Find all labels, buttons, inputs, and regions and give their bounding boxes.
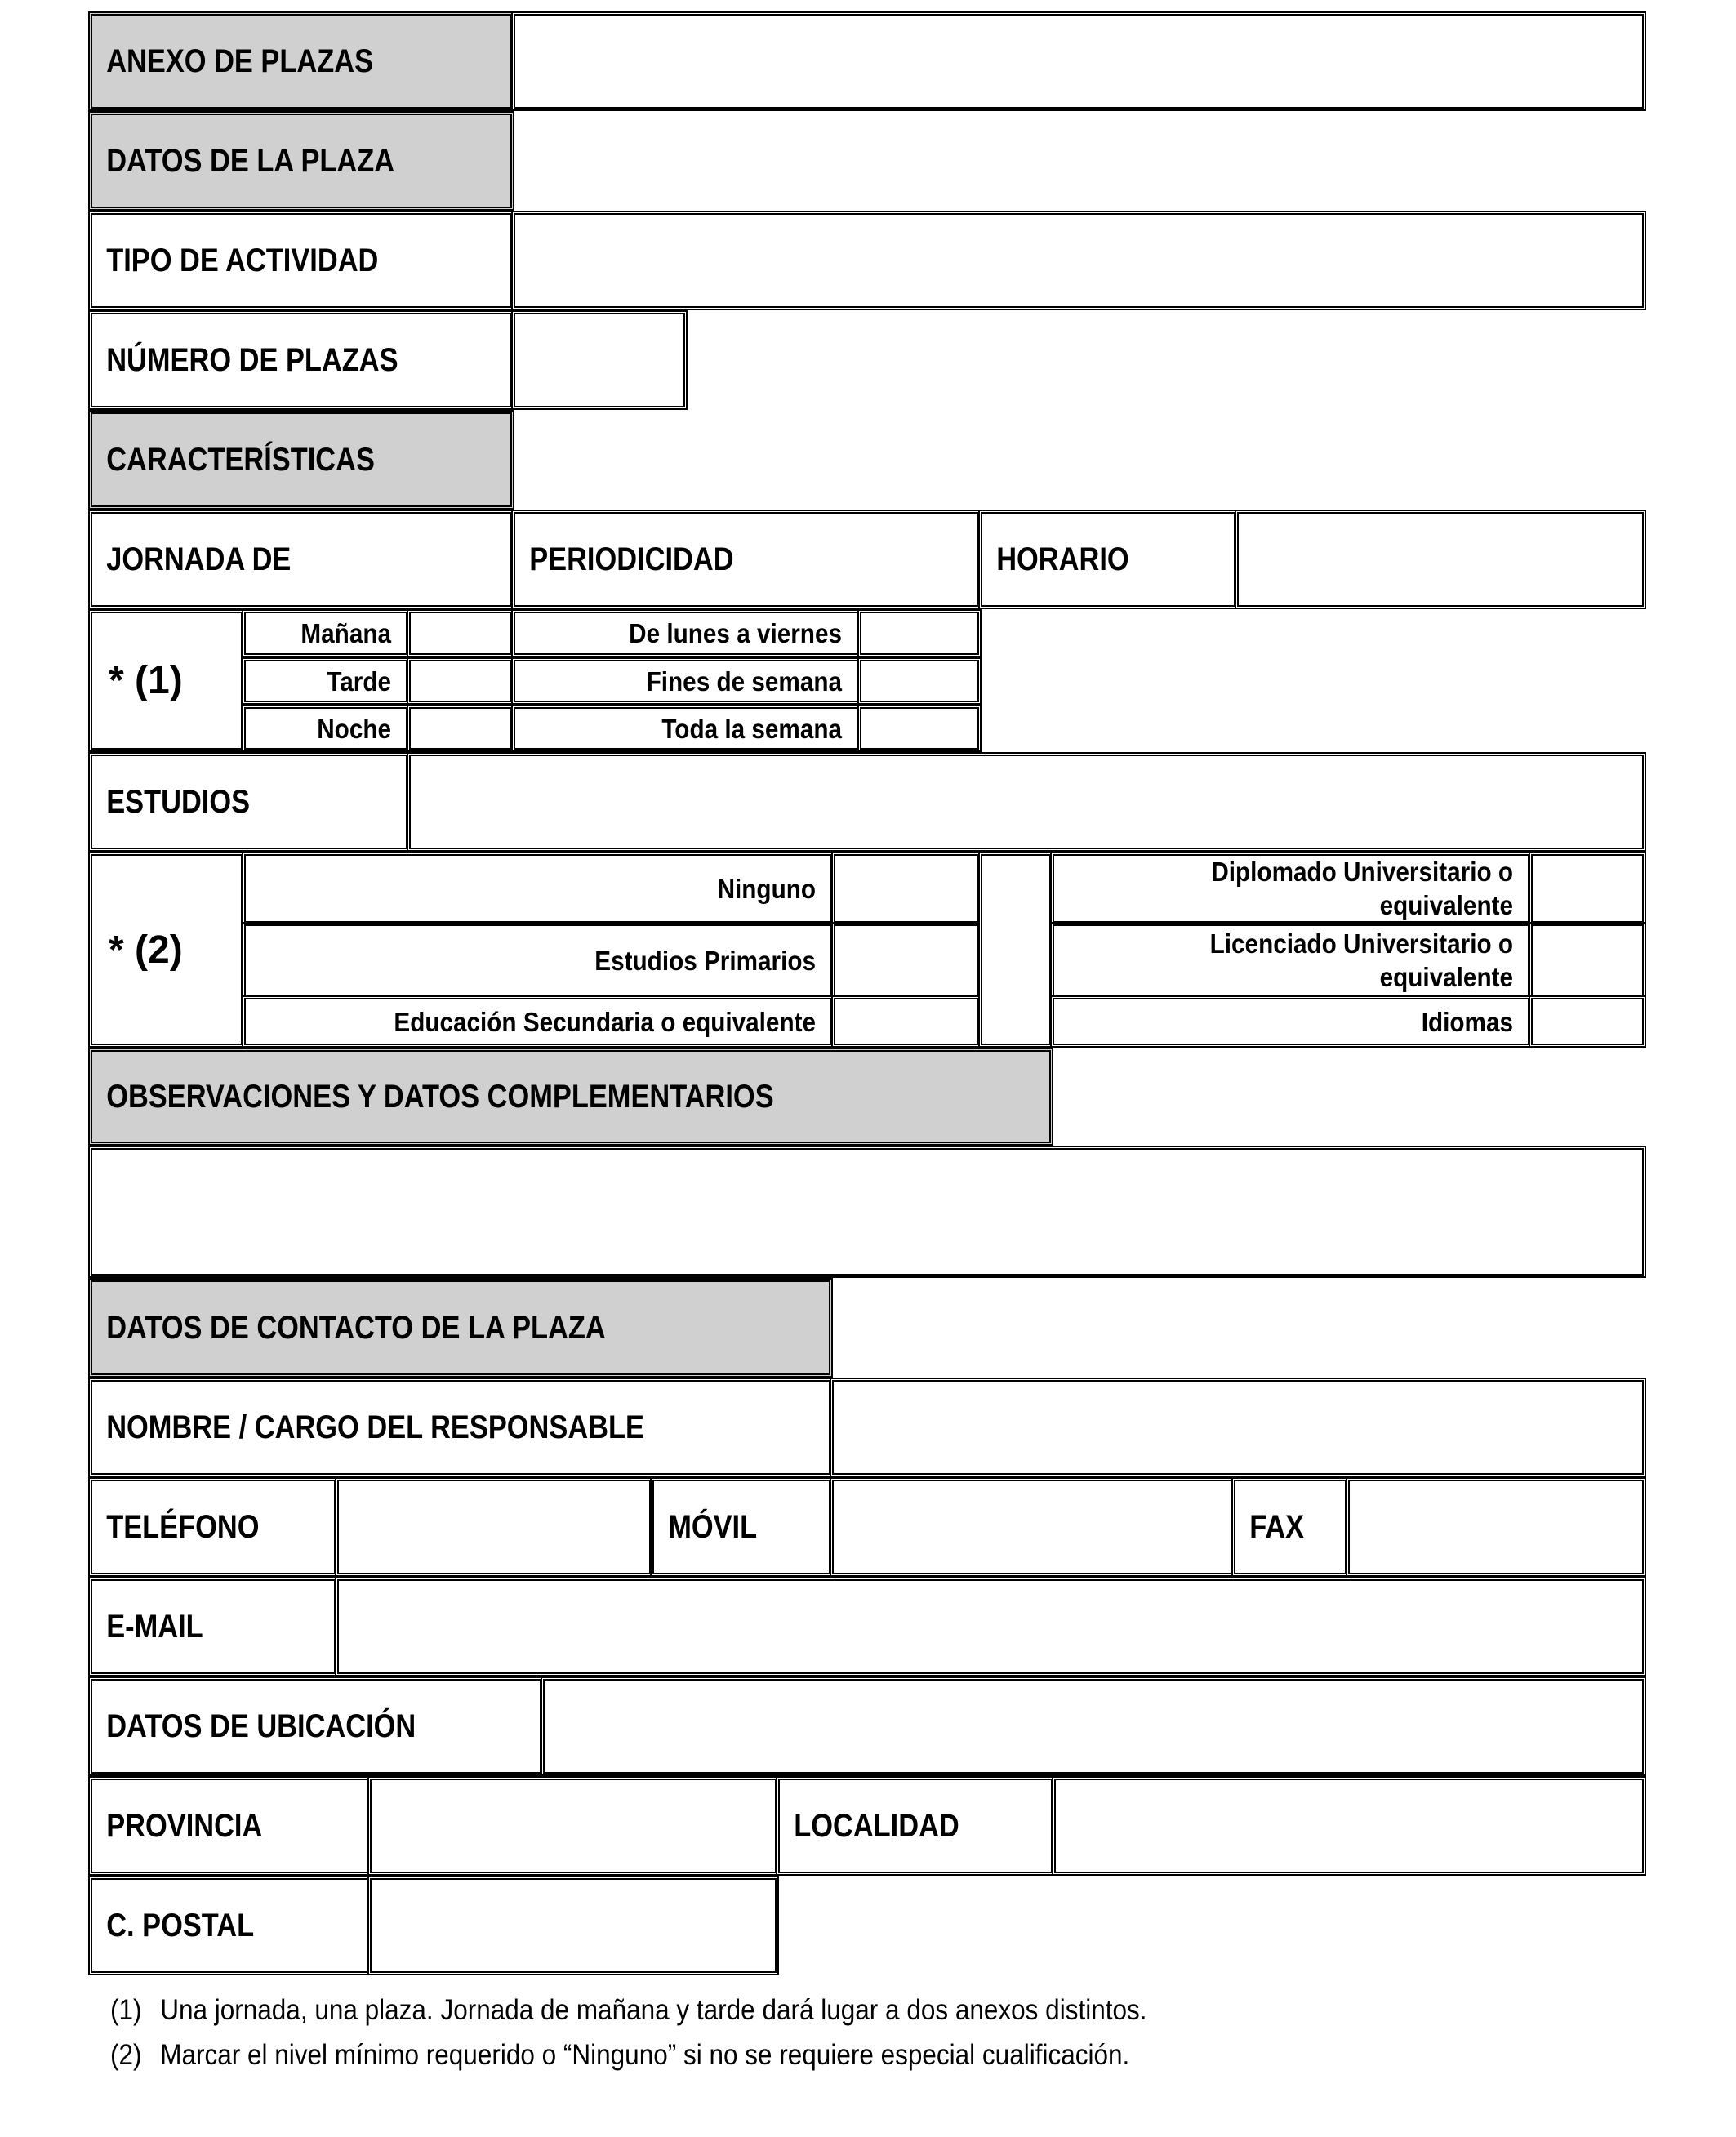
periodicidad-toda-semana-checkbox[interactable] [857, 705, 982, 752]
provincia-label: PROVINCIA [106, 1807, 263, 1844]
cpostal-label: C. POSTAL [106, 1907, 255, 1943]
footnote-text: Una jornada, una plaza. Jornada de mañana y tarde dará lugar a dos anexos distintos. [160, 1994, 1147, 2026]
jornada-option-label: Mañana [300, 618, 391, 648]
movil-field[interactable] [830, 1477, 1235, 1577]
periodicidad-option-lunes-viernes [511, 609, 861, 657]
telefono-label-cell [88, 1477, 338, 1577]
anexo-plazas-header [88, 11, 514, 111]
datos-ubicacion-label: DATOS DE UBICACIÓN [106, 1707, 416, 1744]
cpostal-field[interactable] [367, 1876, 779, 1975]
estudios-option-label: Estudios Primarios [594, 945, 816, 976]
nombre-cargo-label: NOMBRE / CARGO DEL RESPONSABLE [106, 1409, 644, 1445]
numero-plazas-label-cell [88, 310, 514, 410]
nombre-cargo-field[interactable] [830, 1378, 1646, 1477]
observaciones-header [88, 1048, 1053, 1146]
estudios-option-primarios [242, 922, 835, 999]
localidad-field[interactable] [1052, 1776, 1646, 1876]
estudios-option-licenciado [1050, 922, 1532, 999]
periodicidad-option-label: De lunes a viernes [629, 618, 842, 648]
observaciones-textarea[interactable] [88, 1146, 1646, 1278]
estudios-ninguno-checkbox[interactable] [831, 852, 982, 925]
fax-label-cell [1231, 1477, 1349, 1577]
jornada-option-label: Noche [317, 713, 391, 744]
numero-plazas-label: NÚMERO DE PLAZAS [106, 341, 398, 378]
periodicidad-lunes-viernes-checkbox[interactable] [857, 609, 982, 657]
jornada-noche-checkbox[interactable] [407, 705, 514, 752]
estudios-option-label: Diplomado Universitario o equivalente [1211, 857, 1513, 920]
telefono-field[interactable] [335, 1477, 653, 1577]
jornada-option-label: Tarde [327, 666, 391, 697]
horario-field[interactable] [1235, 510, 1646, 609]
tipo-actividad-label: TIPO DE ACTIVIDAD [106, 242, 379, 278]
estudios-spacer-column [978, 852, 1053, 1048]
estudios-secundaria-checkbox[interactable] [831, 995, 982, 1048]
movil-label-cell [650, 1477, 833, 1577]
fax-field[interactable] [1346, 1477, 1646, 1577]
estudios-diplomado-checkbox[interactable] [1529, 852, 1646, 925]
horario-label: HORARIO [996, 541, 1129, 577]
estudios-label: ESTUDIOS [106, 783, 251, 820]
periodicidad-fines-semana-checkbox[interactable] [857, 657, 982, 705]
datos-plaza-label: DATOS DE LA PLAZA [106, 142, 395, 179]
datos-contacto-header [88, 1278, 833, 1378]
anexo-plazas-field[interactable] [511, 11, 1646, 111]
movil-label: MÓVIL [668, 1508, 758, 1545]
estudios-option-idiomas [1050, 995, 1532, 1048]
estudios-option-label: Licenciado Universitario o equivalente [1209, 928, 1513, 992]
footnote-number: (1) [110, 1994, 142, 2026]
jornada-manana-checkbox[interactable] [407, 609, 514, 657]
marker-2: * (2) [109, 928, 183, 972]
observaciones-label: OBSERVACIONES Y DATOS COMPLEMENTARIOS [106, 1078, 774, 1115]
caracteristicas-header [88, 410, 514, 510]
estudios-option-secundaria [242, 995, 835, 1048]
fax-label: FAX [1249, 1508, 1305, 1545]
footnote-number: (2) [110, 2039, 142, 2071]
jornada-tarde-checkbox[interactable] [407, 657, 514, 705]
email-field[interactable] [335, 1577, 1646, 1676]
estudios-primarios-checkbox[interactable] [831, 922, 982, 999]
periodicidad-label-cell [511, 510, 982, 609]
tipo-actividad-label-cell [88, 211, 514, 310]
provincia-label-cell [88, 1776, 371, 1876]
anexo-plazas-label: ANEXO DE PLAZAS [106, 42, 374, 79]
footnote-text: Marcar el nivel mínimo requerido o “Ninguno” si no se requiere especial cualificación. [160, 2039, 1130, 2071]
localidad-label: LOCALIDAD [794, 1807, 959, 1844]
telefono-label: TELÉFONO [106, 1508, 260, 1545]
estudios-field[interactable] [407, 752, 1646, 852]
datos-ubicacion-field[interactable] [541, 1676, 1646, 1776]
estudios-licenciado-checkbox[interactable] [1529, 922, 1646, 999]
periodicidad-option-label: Fines de semana [646, 666, 842, 697]
periodicidad-option-toda-semana [511, 705, 861, 752]
nombre-cargo-label-cell [88, 1378, 833, 1477]
periodicidad-label: PERIODICIDAD [529, 541, 734, 577]
footnote-2 [110, 2039, 1129, 2072]
estudios-label-cell [88, 752, 410, 852]
jornada-option-tarde [242, 657, 410, 705]
jornada-option-manana [242, 609, 410, 657]
estudios-option-diplomado [1050, 852, 1532, 925]
caracteristicas-label: CARACTERÍSTICAS [106, 441, 375, 478]
localidad-label-cell [776, 1776, 1055, 1876]
datos-ubicacion-label-cell [88, 1676, 544, 1776]
tipo-actividad-field[interactable] [511, 211, 1646, 310]
estudios-idiomas-checkbox[interactable] [1529, 995, 1646, 1048]
datos-plaza-header [88, 111, 514, 211]
estudios-option-label: Ninguno [717, 873, 816, 904]
provincia-field[interactable] [367, 1776, 779, 1876]
jornada-option-noche [242, 705, 410, 752]
periodicidad-option-fines-semana [511, 657, 861, 705]
email-label-cell [88, 1577, 338, 1676]
estudios-option-ninguno [242, 852, 835, 925]
numero-plazas-field[interactable] [511, 310, 688, 410]
jornada-de-label-cell [88, 510, 514, 609]
estudios-option-label: Educación Secundaria o equivalente [394, 1006, 816, 1037]
email-label: E-MAIL [106, 1608, 203, 1645]
jornada-de-label: JORNADA DE [106, 541, 292, 577]
marker-1: * (1) [109, 659, 183, 702]
datos-contacto-label: DATOS DE CONTACTO DE LA PLAZA [106, 1309, 606, 1346]
marker-1-cell [88, 609, 245, 752]
footnote-1 [110, 1994, 1146, 2027]
estudios-option-label: Idiomas [1421, 1006, 1513, 1037]
marker-2-cell [88, 852, 245, 1048]
cpostal-label-cell [88, 1876, 371, 1975]
periodicidad-option-label: Toda la semana [661, 713, 842, 744]
horario-label-cell [978, 510, 1238, 609]
